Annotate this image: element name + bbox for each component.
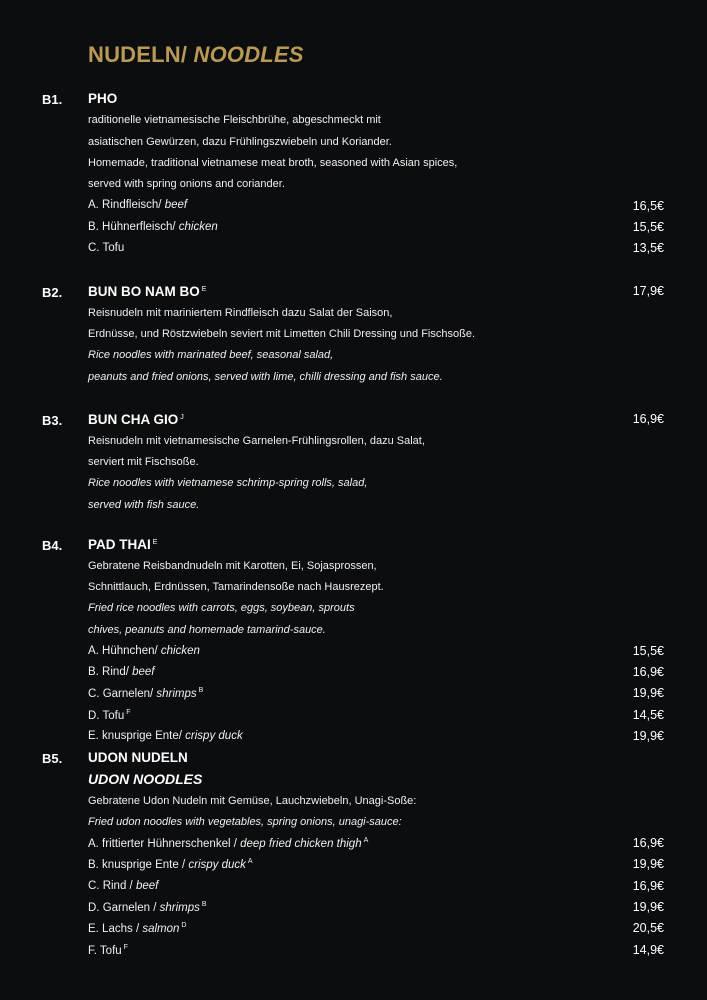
option-price: 16,9€ [632,836,664,850]
option-en: shrimps [156,687,197,700]
desc-line: Reisnudeln mit vietnamesische Garnelen-Frühlingsrollen, dazu Salat, [88,435,425,447]
option-row [88,837,368,850]
option-row [88,199,187,211]
option-row [88,944,128,957]
option-en: shrimps [159,901,200,914]
item-price: 17,9€ [632,284,664,298]
option-row [88,242,124,254]
allergen-mark: B [198,687,204,694]
allergen-mark: E [152,538,158,546]
option-label: B. Hühnerfleisch/ [88,221,179,233]
option-row [88,221,218,233]
option-label: E. Lachs / [88,922,143,935]
option-label: A. Hühnchen/ [88,645,161,657]
item-name: UDON NUDELN [88,750,188,765]
option-price: 15,5€ [632,220,664,234]
option-price: 19,9€ [632,686,664,700]
option-en: beef [164,199,188,211]
option-en: beef [135,880,159,892]
option-price: 19,9€ [632,857,664,871]
item-name: PHO [88,91,118,106]
option-row [88,666,155,678]
option-row [88,687,203,700]
allergen-mark: F [126,709,131,716]
option-price: 19,9€ [632,729,664,743]
item-name [88,537,157,552]
option-label: F. Tofu [88,944,122,957]
option-en: chicken [178,221,218,233]
option-row [88,709,131,722]
item-code: B1. [42,92,63,107]
item-price: 16,9€ [632,412,664,426]
allergen-mark: D [181,922,187,929]
allergen-mark: J [180,413,184,421]
allergen-mark: A [363,837,369,844]
option-en: deep fried chicken thigh [240,837,362,850]
desc-line: Homemade, traditional vietnamese meat broth, seasoned with Asian spices, [88,157,458,169]
option-en: crispy duck [185,730,243,742]
item-name-text: BUN BO NAM BO [88,284,200,299]
desc-line: asiatischen Gewürzen, dazu Frühlingszwiebeln und Koriander. [88,136,392,148]
option-row [88,858,253,871]
option-label: B. knusprige Ente / [88,858,189,871]
desc-line: Fried rice noodles with carrots, eggs, soybean, sprouts [88,602,355,614]
option-label: C. Rind / [88,880,136,892]
item-code: B5. [42,751,63,766]
allergen-mark: A [247,858,253,865]
item-name-en: UDON NOODLES [88,771,203,787]
desc-line: served with fish sauce. [88,499,200,511]
option-label: D. Garnelen / [88,901,160,914]
desc-line: Gebratene Udon Nudeln mit Gemüse, Lauchzwiebeln, Unagi-Soße: [88,795,417,807]
option-price: 15,5€ [632,644,664,658]
desc-line: Reisnudeln mit mariniertem Rindfleisch dazu Salat der Saison, [88,307,393,319]
item-name-text: BUN CHA GIO [88,412,179,427]
desc-line: Gebratene Reisbandnudeln mit Karotten, Ei, Sojasprossen, [88,560,377,572]
option-price: 16,9€ [632,879,664,893]
option-label: A. Rindfleisch/ [88,199,165,211]
option-price: 16,5€ [632,199,664,213]
desc-line: Rice noodles with vietnamese schrimp-spring rolls, salad, [88,477,368,489]
option-price: 14,9€ [632,943,664,957]
desc-line: raditionelle vietnamesische Fleischbrühe, abgeschmeckt mit [88,114,381,126]
desc-line: served with spring onions and coriander. [88,178,285,190]
title-en: NOODLES [187,42,304,67]
desc-line: serviert mit Fischsoße. [88,456,199,468]
option-label: A. frittierter Hühnerschenkel / [88,837,241,850]
desc-line: Fried udon noodles with vegetables, spring onions, unagi-sauce: [88,816,402,828]
item-name [88,284,206,299]
option-price: 13,5€ [632,241,664,255]
desc-line: Rice noodles with marinated beef, seasonal salad, [88,349,334,361]
allergen-mark: F [123,944,128,951]
option-row [88,901,207,914]
option-en: chicken [160,645,200,657]
item-code: B2. [42,285,63,300]
option-label: B. Rind/ [88,666,133,678]
option-en: beef [132,666,155,678]
option-price: 14,5€ [632,708,664,722]
allergen-mark: E [201,285,207,293]
option-price: 19,9€ [632,900,664,914]
option-label: C. Tofu [88,242,125,254]
desc-line: Schnittlauch, Erdnüssen, Tamarindensoße nach Hausrezept. [88,581,384,593]
option-row [88,880,158,892]
option-row [88,645,200,657]
option-price: 20,5€ [632,921,664,935]
desc-line: peanuts and fried onions, served with lime, chilli dressing and fish sauce. [88,371,443,383]
option-label: E. knusprige Ente/ [88,730,186,742]
title-de: NUDELN/ [88,42,188,67]
item-name-text: PAD THAI [88,537,151,552]
allergen-mark: B [201,901,207,908]
option-row [88,730,243,742]
page-title [88,42,304,68]
option-label: D. Tofu [88,709,125,722]
item-code: B3. [42,413,63,428]
option-label: C. Garnelen/ [88,687,157,700]
option-en: crispy duck [188,858,246,871]
option-price: 16,9€ [632,665,664,679]
desc-line: chives, peanuts and homemade tamarind-sauce. [88,624,326,636]
item-code: B4. [42,538,63,553]
option-en: salmon [142,922,180,935]
item-name [88,412,184,427]
option-row [88,922,186,935]
desc-line: Erdnüsse, und Röstzwiebeln seviert mit Limetten Chili Dressing und Fischsoße. [88,328,475,340]
